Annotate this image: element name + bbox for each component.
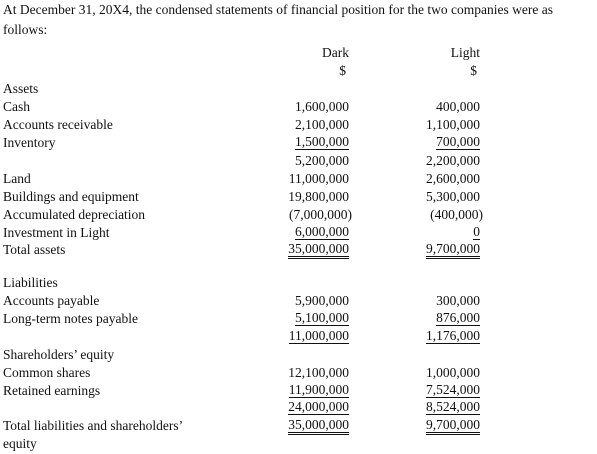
currency-row	[0, 63, 597, 81]
value-dark: 35,000,000	[288, 418, 349, 435]
value-dark: 5,200,000	[295, 153, 349, 168]
value-dark: 5,100,000	[295, 310, 349, 325]
row-cash	[0, 99, 597, 117]
row-label: Accounts receivable	[3, 117, 113, 132]
row-long-term-notes	[0, 311, 597, 329]
value-light: 7,524,000	[426, 382, 480, 397]
value-dark: 6,000,000	[295, 224, 349, 239]
value-light: 300,000	[436, 293, 480, 308]
section-liabilities	[0, 275, 597, 293]
value-light: 2,200,000	[426, 153, 480, 168]
row-total-liabilities	[0, 329, 597, 347]
value-light: 0	[473, 224, 480, 239]
column-header-light: Light	[450, 45, 480, 60]
row-current-subtotal	[0, 153, 597, 171]
value-dark: 12,100,000	[288, 365, 349, 380]
row-land	[0, 171, 597, 189]
value-dark: 19,800,000	[288, 189, 349, 204]
value-light: 8,524,000	[426, 399, 480, 414]
value-dark: 11,000,000	[288, 328, 349, 343]
value-dark: 2,100,000	[295, 117, 349, 132]
row-label: Accumulated depreciation	[3, 207, 146, 222]
value-light: 9,700,000	[426, 242, 480, 259]
value-dark: 11,000,000	[288, 171, 349, 186]
value-dark: 35,000,000	[288, 242, 349, 259]
value-light: 9,700,000	[426, 418, 480, 435]
value-light: 700,000	[436, 134, 480, 149]
row-label: Retained earnings	[3, 383, 101, 398]
value-light: 400,000	[436, 99, 480, 114]
currency-light: $	[470, 63, 477, 78]
row-label: Total assets	[3, 242, 66, 257]
row-inventory	[0, 135, 597, 153]
value-dark: 1,600,000	[295, 99, 349, 114]
value-light: 1,176,000	[426, 328, 480, 343]
row-total-liabilities-equity-cont	[0, 436, 597, 454]
value-dark: 1,500,000	[295, 134, 349, 149]
row-total-equity	[0, 400, 597, 418]
value-dark: 24,000,000	[288, 399, 349, 414]
column-header-dark: Dark	[322, 45, 349, 60]
row-label: Long-term notes payable	[3, 311, 138, 326]
row-label: Inventory	[3, 135, 56, 150]
value-light: 2,600,000	[426, 171, 480, 186]
section-shareholders-equity	[0, 347, 597, 365]
row-accounts-payable	[0, 293, 597, 311]
column-header-row	[0, 45, 597, 63]
section-label: Liabilities	[3, 275, 58, 290]
value-dark: 5,900,000	[295, 293, 349, 308]
row-label: Investment in Light	[3, 225, 110, 240]
row-label-cont: equity	[3, 436, 37, 451]
value-light: 1,000,000	[426, 365, 480, 380]
row-label: Buildings and equipment	[3, 189, 139, 204]
value-light: (400,000)	[430, 207, 483, 222]
row-label: Total liabilities and shareholders’	[3, 418, 184, 433]
row-accounts-receivable	[0, 117, 597, 135]
row-label: Land	[3, 171, 31, 186]
intro-paragraph: At December 31, 20X4, the condensed statements of financial position for the two companies were as follows:	[3, 2, 553, 37]
row-total-assets	[0, 242, 597, 260]
value-dark: 11,900,000	[288, 382, 349, 397]
row-label: Common shares	[3, 365, 91, 380]
currency-dark: $	[339, 63, 346, 78]
row-accumulated-depreciation	[0, 207, 597, 225]
value-light: 1,100,000	[426, 117, 480, 132]
row-common-shares	[0, 365, 597, 383]
value-light: 5,300,000	[426, 189, 480, 204]
section-label: Shareholders’ equity	[3, 347, 115, 362]
row-label: Cash	[3, 99, 30, 114]
row-buildings-equipment	[0, 189, 597, 207]
value-dark: (7,000,000)	[289, 207, 352, 222]
row-total-liabilities-equity	[0, 418, 597, 436]
section-label: Assets	[3, 81, 39, 96]
section-assets	[0, 81, 597, 99]
value-light: 876,000	[436, 310, 480, 325]
row-label: Accounts payable	[3, 293, 100, 308]
